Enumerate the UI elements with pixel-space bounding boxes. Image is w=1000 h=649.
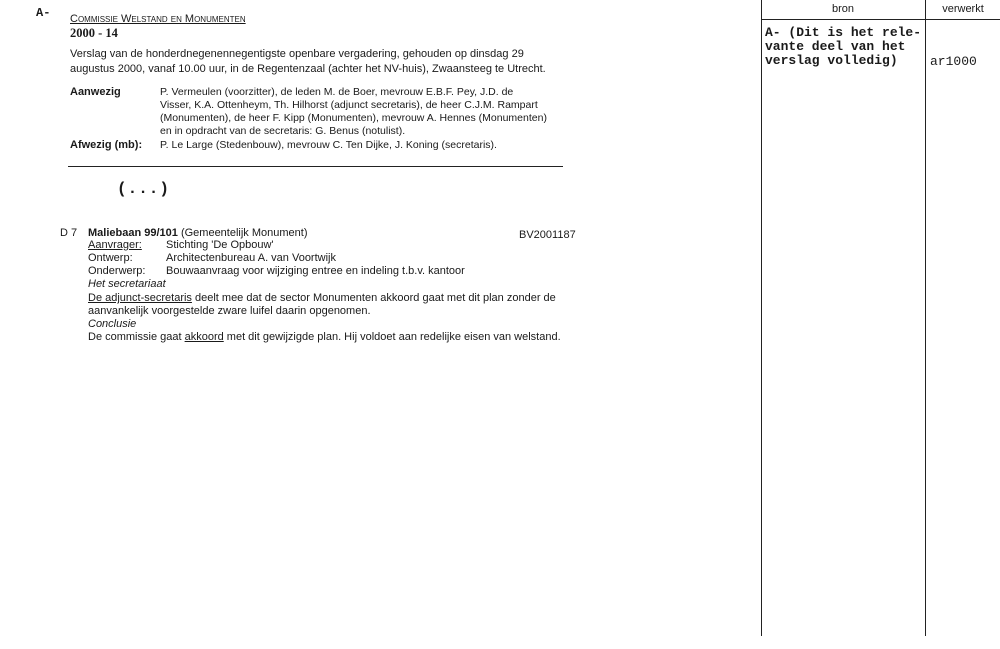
table-column-divider [925,0,926,636]
secretariat-line-1-rest: deelt mee dat de sector Monumenten akkoord gaat met dit plan zonder de [191,292,556,304]
column-header-bron: bron [831,3,855,15]
applicant-value: Stichting 'De Opbouw' [166,239,274,251]
present-line-3: (Monumenten), de heer F. Kipp (Monumenten), mevrouw A. Hennes (Monumenten) [160,112,547,124]
secretariat-line-1 [88,292,556,304]
item-title [88,227,308,239]
secretariat-subject: De adjunct-secretaris [88,292,192,304]
bron-note-line-3: verslag volledig) [765,53,898,68]
omission-ellipsis: (...) [117,180,171,198]
item-reference: BV2001187 [519,229,576,241]
absent-label: Afwezig (mb): [70,139,143,151]
intro-line-1: Verslag van de honderdnegenennegentigste openbare vergadering, gehouden op dinsdag 29 [70,48,524,60]
present-line-1: P. Vermeulen (voorzitter), de leden M. de Boer, mevrouw E.B.F. Pey, J.D. de [160,86,514,98]
table-left-border [761,0,762,636]
item-title-address: Maliebaan 99/101 [88,227,178,239]
secretariat-line-2: aanvankelijk voorgestelde zware luifel daarin opgenomen. [88,305,371,317]
present-line-2: Visser, K.A. Ottenheym, Th. Hilhorst (adjunct secretaris), de heer C.J.M. Rampart [160,99,538,111]
present-line-4: en in opdracht van de secretaris: G. Benus (notulist). [160,125,406,137]
secretariat-heading: Het secretariaat [88,278,166,290]
design-label: Ontwerp: [88,252,133,264]
subject-value: Bouwaanvraag voor wijziging entree en indeling t.b.v. kantoor [166,265,465,277]
section-divider [68,166,563,167]
bron-note [765,26,921,68]
intro-line-2: augustus 2000, vanaf 10.00 uur, in de Regentenzaal (achter het NV-huis), Zwaansteeg te Utrecht. [70,63,546,75]
table-header-rule [761,19,1000,20]
design-value: Architectenbureau A. van Voortwijk [166,252,336,264]
conclusion-key: akkoord [184,331,224,343]
report-number: 2000 - 14 [70,26,118,40]
bron-note-line-2: vante deel van het [765,39,906,54]
conclusion-text [88,331,561,343]
column-header-verwerkt: verwerkt [942,3,984,15]
verwerkt-value: ar1000 [930,54,977,69]
subject-label: Onderwerp: [88,265,146,277]
present-label: Aanwezig [70,86,121,98]
commission-name: Commissie Welstand en Monumenten [70,13,246,25]
conclusion-pre: De commissie gaat [88,331,185,343]
item-title-status: (Gemeentelijk Monument) [177,227,308,239]
item-code: D 7 [60,227,78,239]
conclusion-post: met dit gewijzigde plan. Hij voldoet aan redelijke eisen van welstand. [223,331,561,343]
conclusion-heading: Conclusie [88,318,137,330]
absent-text: P. Le Large (Stedenbouw), mevrouw C. Ten Dijke, J. Koning (secretaris). [160,139,497,151]
bron-note-line-1: A- (Dit is het rele- [765,25,922,40]
applicant-label: Aanvrager: [88,239,142,251]
page-marker: A- [36,6,51,20]
